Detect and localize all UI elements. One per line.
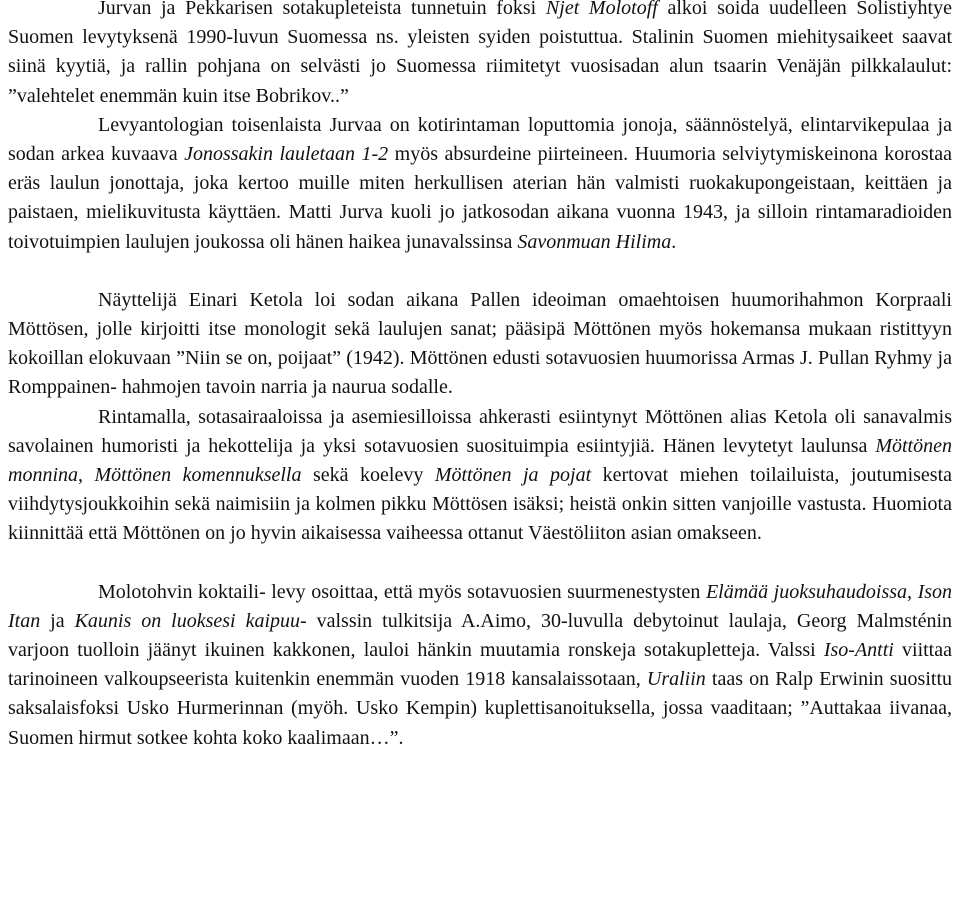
text-run: Jurvan ja Pekkarisen sotakupleteista tunnetuin foksi: [98, 0, 546, 19]
paragraph-3: [8, 286, 952, 403]
text-run: - valssin tulkitsija A.Aimo, 30-luvulla debytoinut laulaja, Georg Malmsténin varjoon tuolloin jäänyt ikuinen kakkonen, lauloi hänkin muutamia ronskeja sotakupletteja. Valssi: [8, 609, 952, 662]
text-run: sekä koelevy: [301, 464, 435, 487]
text-run: .: [671, 230, 677, 253]
text-run: Rintamalla, sotasairaaloissa ja asemiesilloissa ahkerasti esiintynyt Möttönen alias Ketola oli sanavalmis savolainen humoristi ja hekottelija ja yksi sotavuosien suosituimpia esiintyjiä. Hänen levytetyt laulunsa: [8, 405, 952, 457]
text-run: alkoi soida uudelleen Solistiyhtye Suomen levytyksenä 1990-luvun Suomessa ns. yleisten syiden poistuttua. Stalinin Suomen miehitysaikeet saavat siinä kyytiä, ja rallin pohjana on selvästi jo Suomessa riimitetyt vuosisadan alun tsaarin Venäjän pilkkalaulut: ”valehtelet enemmän kuin itse Bobrikov..”: [8, 0, 952, 107]
text-run: ,: [907, 580, 918, 603]
italic-title: Ison Itan: [8, 580, 953, 632]
italic-title: Kaunis on luoksesi kaipuu: [74, 609, 300, 632]
italic-title: Njet Molotoff: [545, 0, 658, 19]
text-run: taas on Ralp Erwinin suosittu saksalaisfoksi Usko Hurmerinnan (myöh. Usko Kempin) kuplettisanoituksella, jossa vaaditaan; ”Auttakaa iivanaa, Suomen hirmut sotkee kohta koko kaalimaan…”.: [8, 668, 953, 749]
text-run: ,: [78, 464, 95, 487]
paragraph-1: [8, 0, 952, 111]
italic-title: Jonossakin lauletaan 1-2: [184, 143, 389, 166]
paragraph-4: [8, 403, 952, 549]
text-run: kertovat miehen toilailuista, joutumisesta viihdytysjoukkoihin sekä naimisiin ja kolmen pikku Möttösen isäksi; heistä onkin sitten vanjoille vastusta. Huomiota kiinnittää että Möttönen on jo hyvin aikaisessa vaiheessa ottanut Väestöliiton asian omakseen.: [8, 464, 953, 545]
text-run: viittaa tarinoineen valkoupseerista kuitenkin enemmän vuoden 1918 kansalaissotaan,: [8, 639, 952, 691]
text-run: myös absurdeine piirteineen. Huumoria selviytymiskeinona korostaa eräs laulun jonottaja, joka kertoo muille miten herkullisen aterian hän valmisti ruokakupongeistaan, keittäen ja paistaen, mielikuvitusta käyttäen. Matti Jurva kuoli jo jatkosodan aikana vuonna 1943, ja silloin rintamaradioiden toivotuimpien laulujen joukossa oli hänen haikea junavalssinsa: [8, 143, 952, 253]
text-run: ja: [40, 609, 75, 632]
italic-title: Savonmuan Hilima: [517, 230, 672, 253]
italic-title: Möttönen komennuksella: [94, 464, 302, 487]
italic-title: Iso-Antti: [823, 639, 894, 662]
italic-title: Elämää juoksuhaudoissa: [705, 580, 908, 603]
paragraph-5: [8, 578, 952, 753]
text-run: Näyttelijä Einari Ketola loi sodan aikana Pallen ideoiman omaehtoisen huumorihahmon Korpraali Möttösen, jolle kirjoitti itse monologit sekä laulujen sanat; pääsipä Möttönen myös hokemansa mukaan ristittyyn kokoillan elokuvaan ”Niin se on, poijaat” (1942). Möttönen edusti sotavuosien huumorissa Armas J. Pullan Ryhmy ja Romppainen- hahmojen tavoin narria ja naurua sodalle.: [8, 288, 952, 399]
paragraph-2: [8, 111, 952, 257]
italic-title: Möttönen monnina: [8, 434, 952, 487]
italic-title: Möttönen ja pojat: [434, 464, 592, 487]
text-run: Molotohvin koktaili- levy osoittaa, että myös sotavuosien suurmenestysten: [98, 580, 706, 603]
italic-title: Uraliin: [646, 668, 706, 691]
text-run: Levyantologian toisenlaista Jurvaa on kotirintaman loputtomia jonoja, säännöstelyä, elintarvikepulaa ja sodan arkea kuvaava: [8, 113, 952, 166]
